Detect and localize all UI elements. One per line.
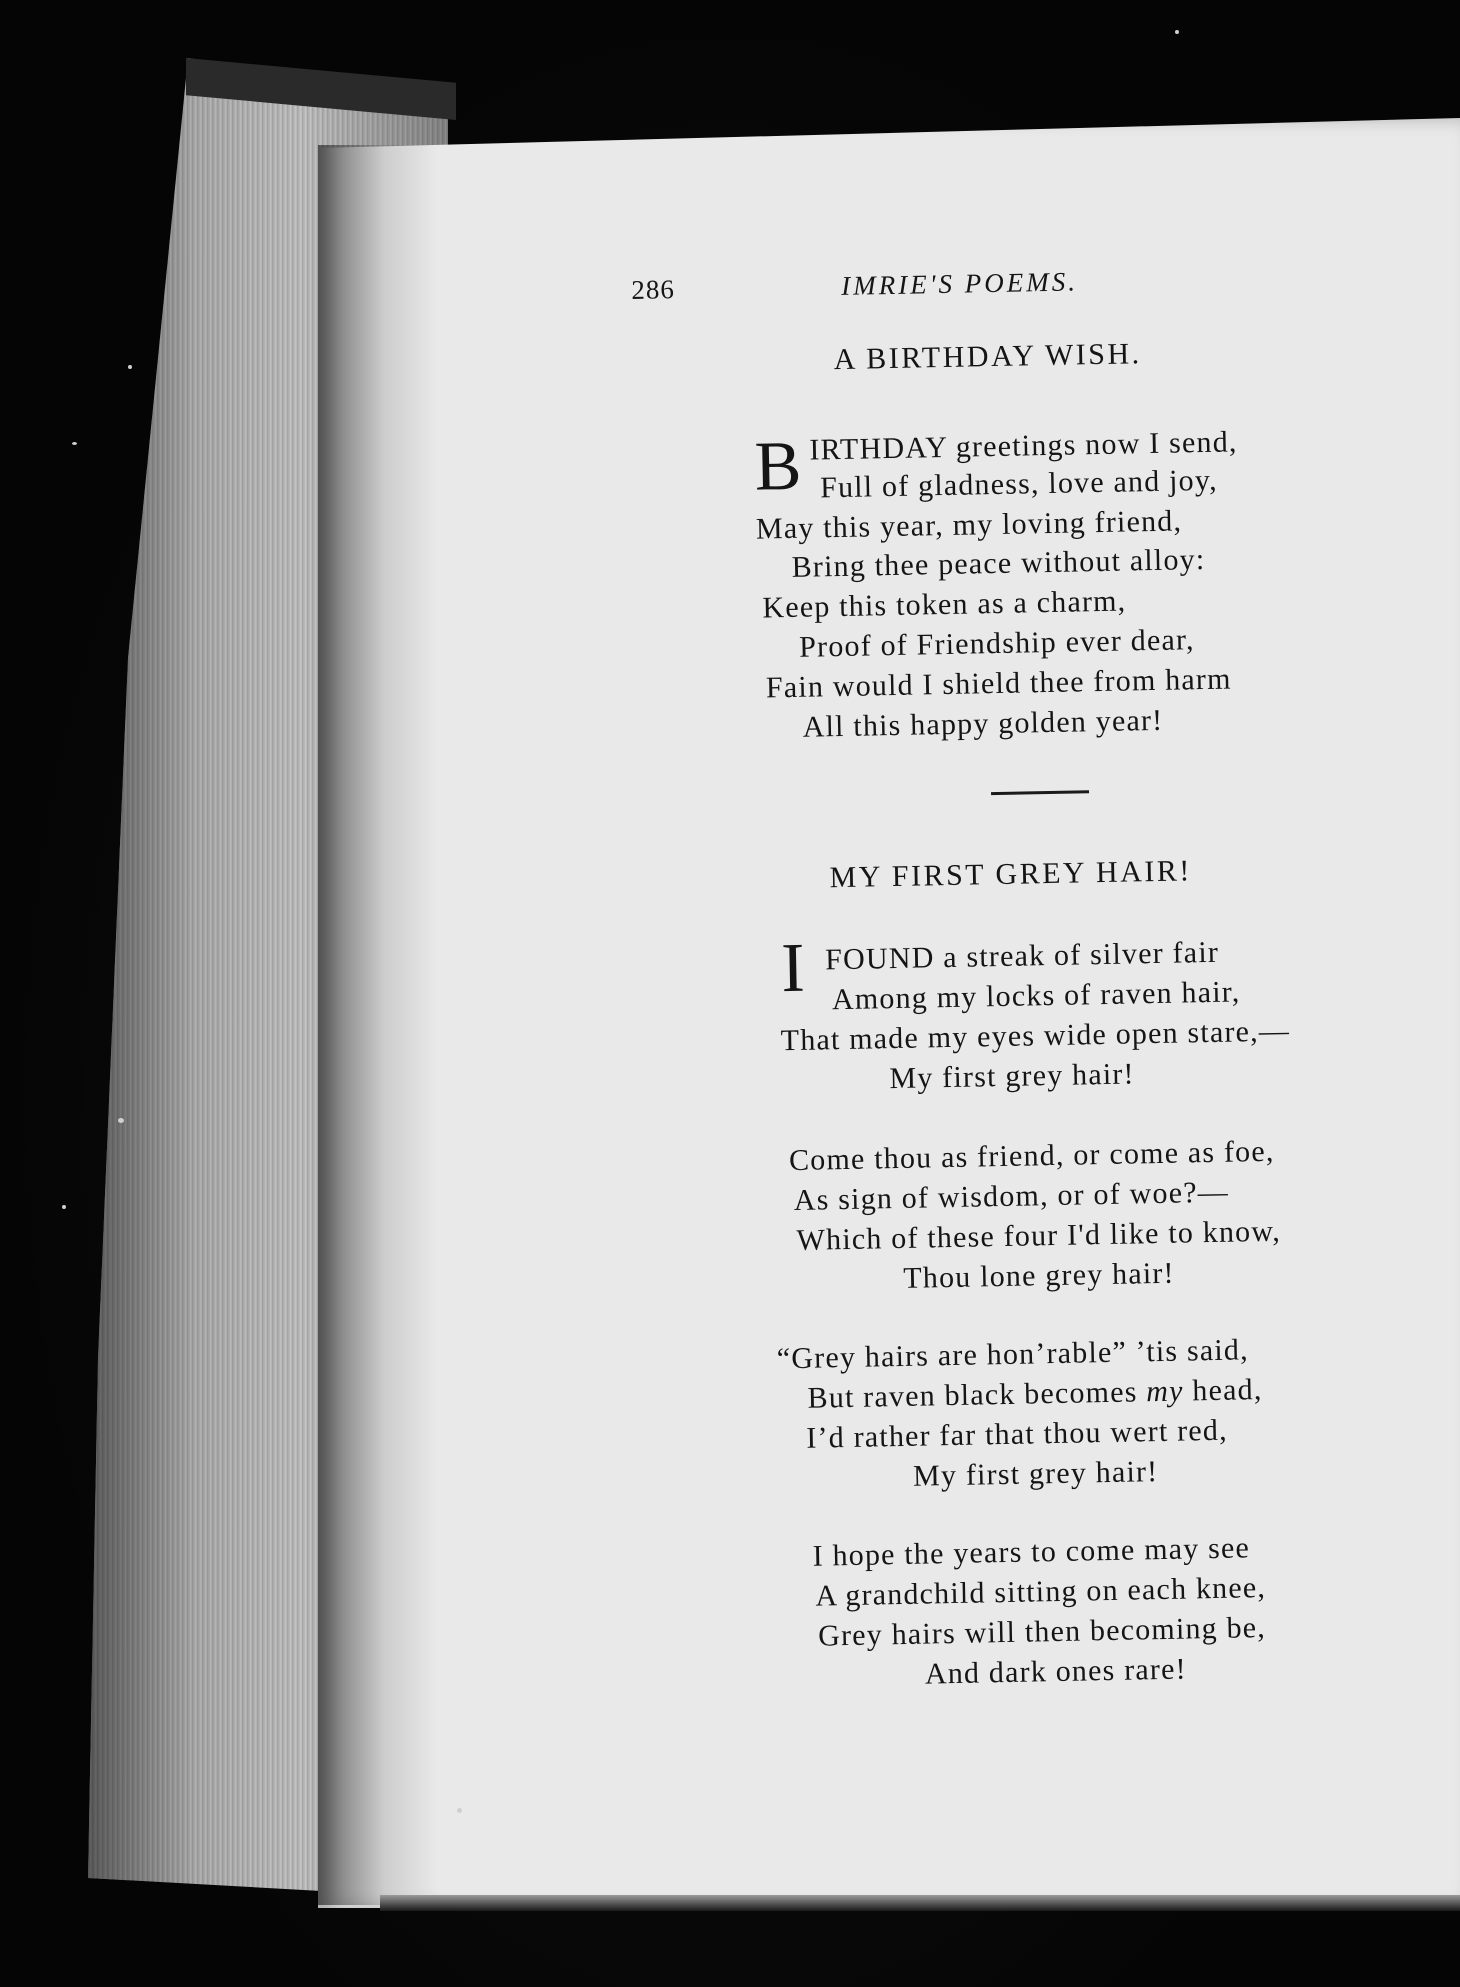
- poem-line: As sign of wisdom, or of woe?—: [793, 1175, 1230, 1217]
- poem-line: Proof of Friendship ever dear,: [798, 623, 1195, 664]
- poem-line: My first grey hair!: [912, 1455, 1159, 1493]
- poem-line: Fain would I shield thee from harm: [765, 662, 1232, 705]
- running-title: IMRIE'S POEMS.: [840, 266, 1079, 301]
- poem-line: And dark ones rare!: [924, 1652, 1188, 1691]
- poem-line-part: head,: [1192, 1373, 1263, 1408]
- poem-line-part: But raven black becomes: [807, 1375, 1138, 1415]
- poem-line: FOUND a streak of silver fair: [824, 935, 1220, 977]
- poem-line: I’d rather far that thou wert red,: [806, 1413, 1229, 1455]
- poem-line: Full of gladness, love and joy,: [819, 463, 1219, 505]
- poem-line: Among my locks of raven hair,: [831, 975, 1241, 1017]
- poem-line: My first grey hair!: [889, 1057, 1136, 1096]
- page-number: 286: [631, 274, 676, 305]
- poem-line: That made my eyes wide open stare,—: [780, 1014, 1291, 1058]
- running-head: [631, 264, 1192, 315]
- poem-line: I hope the years to come may see: [812, 1531, 1251, 1573]
- poem-line: Come thou as friend, or come as foe,: [788, 1134, 1275, 1178]
- poem-line: Grey hairs will then becoming be,: [817, 1611, 1267, 1653]
- poem-line: [807, 1373, 1263, 1416]
- poem-line: Bring thee peace without alloy:: [791, 542, 1206, 584]
- poem-line: IRTHDAY greetings now I send,: [809, 425, 1238, 467]
- poem-line-emphasis: my: [1145, 1374, 1184, 1409]
- poem-title: MY FIRST GREY HAIR!: [829, 854, 1193, 895]
- drop-cap: I: [780, 929, 806, 1008]
- section-divider: [991, 790, 1089, 795]
- poem-title: A BIRTHDAY WISH.: [833, 337, 1142, 377]
- poem-line: All this happy golden year!: [802, 703, 1164, 744]
- poem-line: Keep this token as a charm,: [762, 584, 1127, 625]
- poem-line: May this year, my loving friend,: [755, 504, 1183, 546]
- poem-line: A grandchild sitting on each knee,: [815, 1571, 1267, 1613]
- poem-line: “Grey hairs are hon’rable” ’tis said,: [776, 1333, 1250, 1376]
- poem-line: Which of these four I'd like to know,: [796, 1214, 1282, 1257]
- drop-cap: B: [753, 427, 803, 506]
- poem-line: Thou lone grey hair!: [903, 1256, 1176, 1295]
